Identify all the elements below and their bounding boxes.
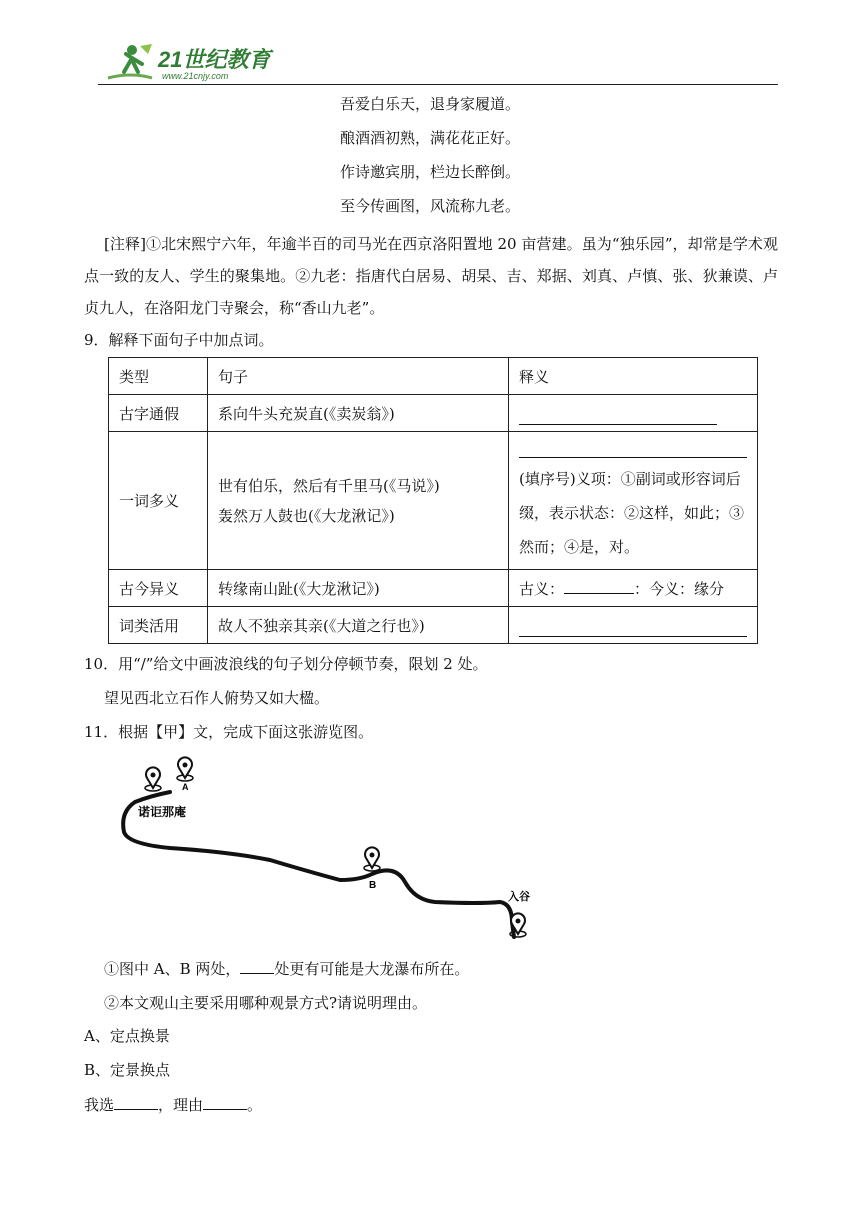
logo [102, 42, 282, 84]
header-type: 类型 [109, 358, 208, 395]
answer-blank[interactable] [564, 577, 634, 594]
table-row [109, 607, 758, 644]
question-9-title: 9．解释下面句子中加点词。 [84, 331, 274, 349]
table-header-row [109, 358, 758, 395]
row-type: 古字通假 [109, 395, 208, 432]
answer-line: 我选 ，理由 。 [84, 1090, 262, 1120]
option-a: A、定点换景 [84, 1027, 170, 1045]
pin-icon [177, 757, 193, 781]
map-label-b: B [369, 880, 377, 891]
answer-blank[interactable] [203, 1091, 247, 1110]
table-row [109, 395, 758, 432]
tour-map [110, 752, 540, 947]
poem-line: 酿酒酒初熟，满花花正好。 [339, 129, 520, 147]
table-row [109, 570, 758, 607]
row-type: 古今异义 [109, 570, 208, 607]
question-11-sub2: ②本文观山主要采用哪种观景方式?请说明理由。 [104, 994, 428, 1012]
answer-blank[interactable] [519, 437, 747, 458]
row-meaning-modern: ：今义：缘分 [634, 580, 725, 598]
question-10-title: 10．用“/”给文中画波浪线的句子划分停顿节奏，限划 2 处。 [84, 655, 488, 673]
map-label-start: 诺讵那庵 [138, 805, 187, 819]
svg-text:21世纪教育: 21世纪教育 [158, 47, 271, 72]
header-sentence: 句子 [207, 358, 508, 395]
row-sentence: 世有伯乐，然后有千里马(《马说》) [217, 476, 440, 495]
row-sentence: 转缘南山趾(《大龙湫记》) [207, 570, 508, 607]
header-rule [98, 84, 778, 85]
option-b: B、定景换点 [84, 1061, 171, 1079]
map-label-a: A [182, 782, 189, 792]
annotation: [注释]①北宋熙宁六年，年逾半百的司马光在西京洛阳置地 20 亩营建。虽为“独乐园”，却常是学术观点一致的友人、学生的聚集地。②九老：指唐代白居易、胡杲、吉、郑据、刘真、卢慎、张、狄兼谟、卢贞九人，在洛阳龙门寺聚会，称“香山九老”。 [84, 235, 778, 317]
row-meaning-ancient: 古义： [519, 580, 565, 598]
row-sentence: 轰然万人鼓也(《大龙湫记》) [217, 506, 395, 525]
question-11-sub1: ①图中 A、B 两处， 处更有可能是大龙瀑布所在。 [104, 954, 469, 984]
row-meaning: (填序号)义项：①副词或形容词后缀，表示状态：②这样，如此；③然而；④是，对。 [519, 470, 745, 556]
answer-blank[interactable] [509, 607, 758, 644]
answer-blank[interactable] [240, 955, 274, 974]
poem-line: 吾爱白乐天，退身家履道。 [339, 95, 520, 113]
row-sentence: 系向牛头充炭直(《卖炭翁》) [207, 395, 508, 432]
answer-blank[interactable] [114, 1091, 158, 1110]
poem-line: 至今传画图，风流称九老。 [339, 197, 520, 215]
question-10-sentence: 望见西北立石作人俯势又如大楹。 [104, 689, 330, 707]
pin-icon [145, 767, 161, 791]
row-sentence: 故人不独亲其亲(《大道之行也》) [207, 607, 508, 644]
question-11-title: 11．根据【甲】文，完成下面这张游览图。 [84, 723, 374, 741]
table-row [109, 432, 758, 570]
header-meaning: 释义 [509, 358, 758, 395]
pin-icon [364, 847, 380, 871]
svg-text:www.21cnjy.com: www.21cnjy.com [162, 71, 229, 81]
answer-blank[interactable] [509, 395, 758, 432]
question-9-table [108, 357, 758, 644]
row-type: 词类活用 [109, 607, 208, 644]
poem-line: 作诗邀宾朋，栏边长醉倒。 [339, 163, 520, 181]
map-label-entry: 入谷 [508, 890, 530, 903]
row-type: 一词多义 [109, 432, 208, 570]
